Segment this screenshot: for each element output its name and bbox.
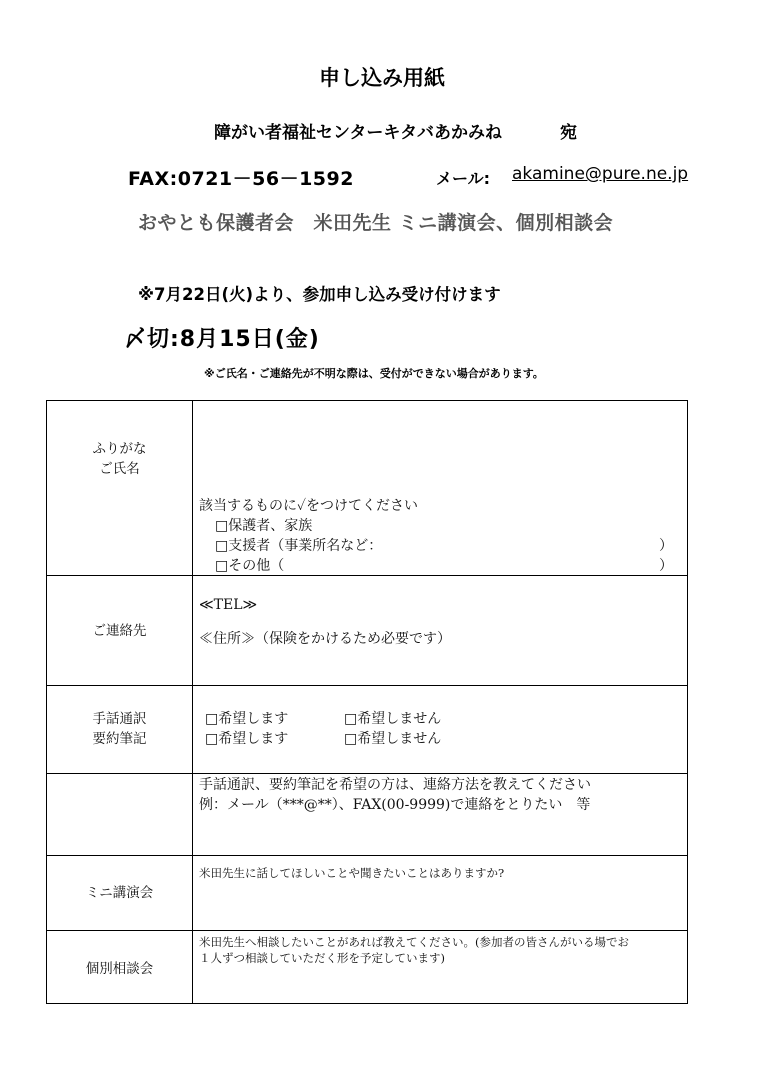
consultation-label: 個別相談会 xyxy=(85,961,154,977)
sign-language-no-checkbox[interactable]: □希望しません xyxy=(344,711,442,727)
contact-method-example: 例：メール（***@**）、FAX(00-9999)で連絡をとりたい 等 xyxy=(199,797,591,813)
deadline: 〆切:8月15日(金) xyxy=(124,327,320,352)
summary-writing-label: 要約筆記 xyxy=(92,731,147,747)
consultation-question-cont: １人ずつ相談していただく形を予定しています) xyxy=(199,951,445,965)
option-other-checkbox[interactable]: □その他（ xyxy=(215,558,285,574)
close-paren: ） xyxy=(659,558,673,574)
consultation-question: 米田先生へ相談したいことがあれば教えてください。(参加者の皆さんがいる場でお xyxy=(199,935,629,949)
name-input-area[interactable] xyxy=(197,403,683,493)
sign-language-yes-checkbox[interactable]: □希望します xyxy=(205,711,289,727)
event-title: おやとも保護者会 米田先生 ミニ講演会、個別相談会 xyxy=(138,212,614,234)
summary-writing-yes-checkbox[interactable]: □希望します xyxy=(205,731,289,747)
summary-writing-no-checkbox[interactable]: □希望しません xyxy=(344,731,442,747)
contact-label: ご連絡先 xyxy=(92,623,147,639)
row-divider xyxy=(47,855,687,856)
address-field[interactable]: ≪住所≫（保険をかけるため必要です） xyxy=(199,631,451,647)
column-divider xyxy=(192,401,193,1003)
row-divider xyxy=(47,773,687,774)
tel-field[interactable]: ≪TEL≫ xyxy=(199,597,258,613)
page-title: 申し込み用紙 xyxy=(319,66,445,90)
furigana-label: ふりがな xyxy=(92,441,147,457)
option-guardian-checkbox[interactable]: □保護者、家族 xyxy=(215,518,313,534)
row-divider xyxy=(47,930,687,931)
attribute-instruction: 該当するものに✓をつけてください xyxy=(199,498,419,514)
destination-name: 障がい者福祉センターキタバあかみね xyxy=(214,123,502,143)
contact-method-instruction: 手話通訳、要約筆記を希望の方は、連絡方法を教えてください xyxy=(199,777,591,793)
application-form-table xyxy=(46,400,688,1004)
row-divider xyxy=(47,575,687,576)
sign-language-label: 手話通訳 xyxy=(92,711,147,727)
mail-address-link[interactable]: akamine@pure.ne.jp xyxy=(512,164,689,184)
option-supporter-checkbox[interactable]: □支援者（事業所名など： xyxy=(215,538,383,554)
close-paren: ） xyxy=(659,538,673,554)
mini-lecture-label: ミニ講演会 xyxy=(85,885,154,901)
application-start-notice: ※7月22日(火)より、参加申し込み受け付けます xyxy=(138,285,501,304)
disclaimer-note: ※ご氏名・ご連絡先が不明な際は、受付ができない場合があります。 xyxy=(204,367,544,380)
name-label: ご氏名 xyxy=(99,461,140,477)
mini-lecture-question: 米田先生に話してほしいことや聞きたいことはありますか? xyxy=(199,866,505,880)
fax-number: FAX:0721－56－1592 xyxy=(128,168,354,190)
row-divider xyxy=(47,685,687,686)
mail-label: メール: xyxy=(436,169,491,188)
destination-suffix: 宛 xyxy=(560,123,577,143)
